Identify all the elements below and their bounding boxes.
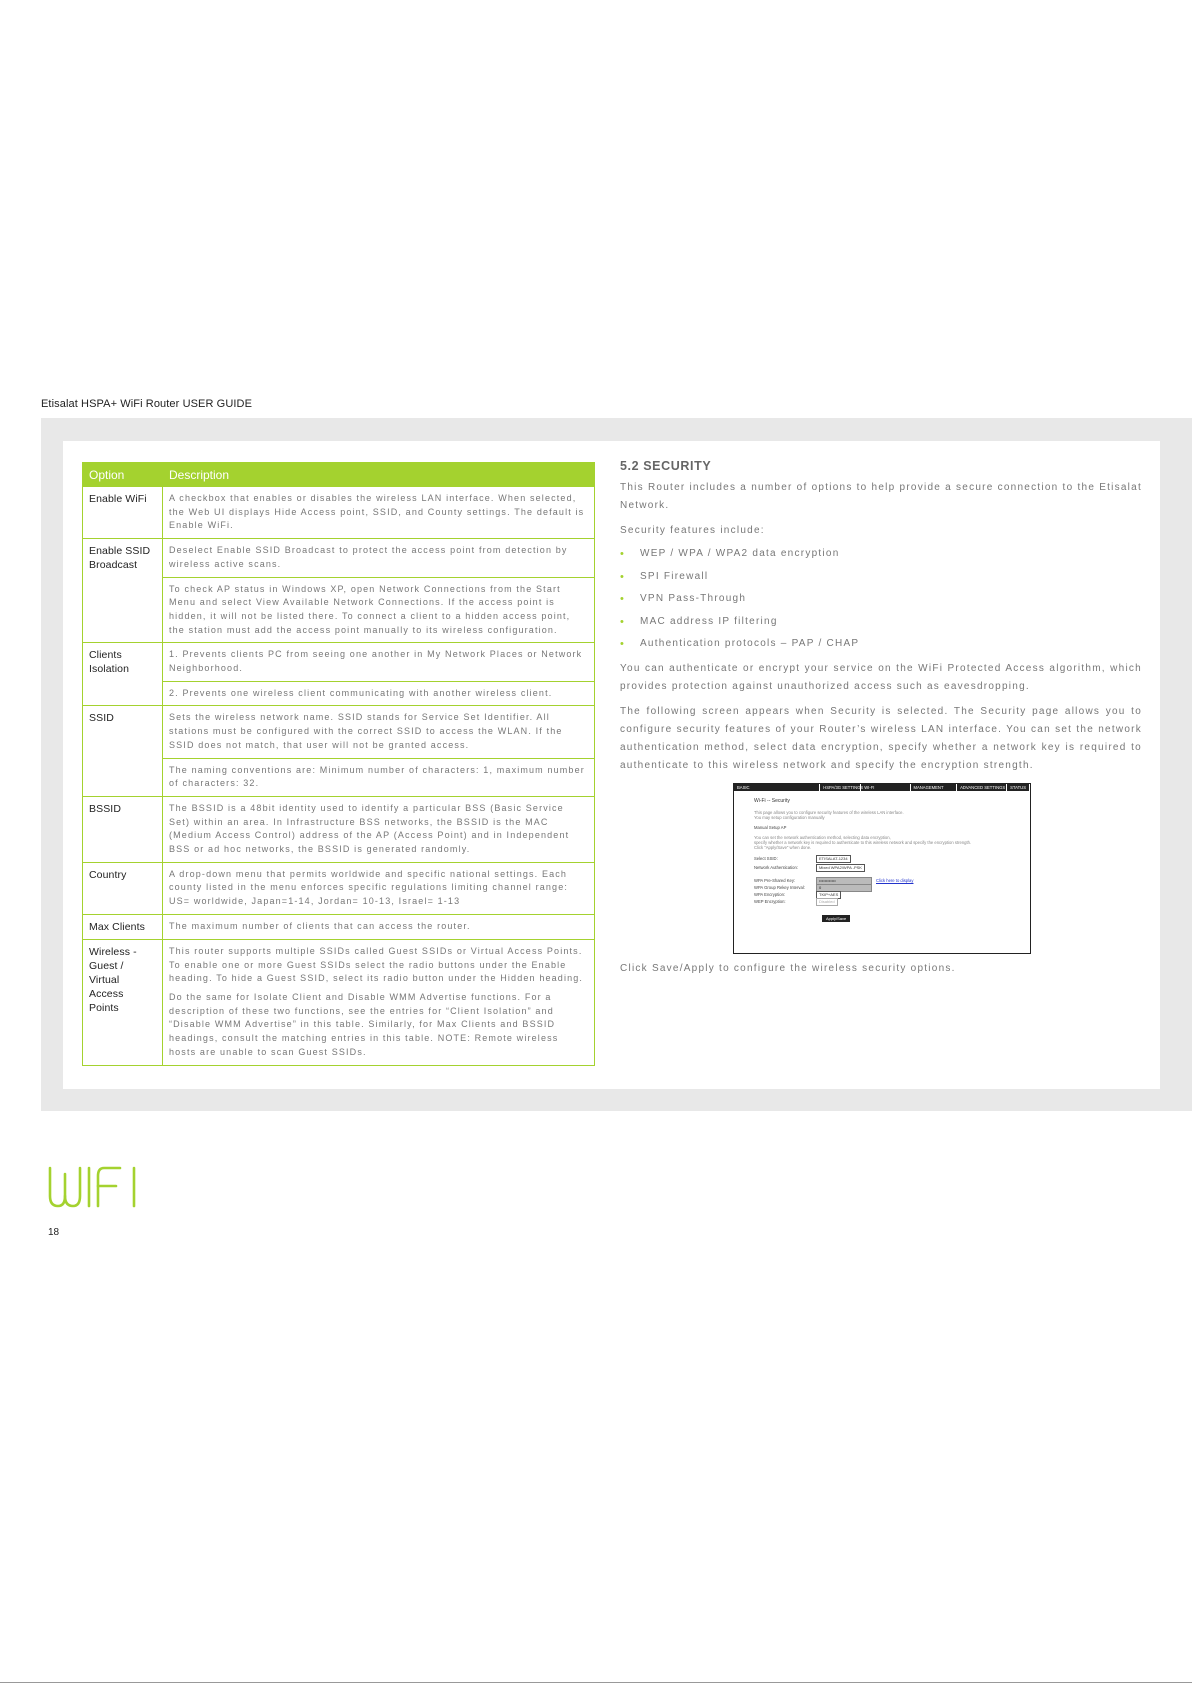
nav-tab-status: STATUS (1007, 784, 1030, 791)
table-row (83, 939, 595, 1065)
screenshot-manual-label: Manual Setup AP (754, 825, 787, 830)
wep-dropdown: Disabled (816, 898, 838, 906)
option-enable-ssid-broadcast: Enable SSID Broadcast (83, 539, 163, 643)
table-row (83, 487, 595, 539)
wifi-logo-graphic (48, 1166, 138, 1210)
option-enable-wifi: Enable WiFi (83, 487, 163, 539)
psk-row (754, 877, 1030, 884)
description-cell: Sets the wireless network name. SSID stands for Service Set Identifier. All stations must be configured with the correct SSID to access the WLAN. If the SSID does not match, that user will not be granted access. (163, 706, 595, 758)
description-cell: The naming conventions are: Minimum number of characters: 1, maximum number of characters: 32. (163, 758, 595, 796)
table-row (83, 539, 595, 577)
screenshot-intro: This page allows you to configure security features of the wireless LAN interface. (754, 810, 904, 815)
security-screenshot (733, 783, 1031, 954)
select-ssid-label: Select SSID: (754, 856, 778, 861)
wep-row (754, 898, 1030, 905)
description-cell: The BSSID is a 48bit identity used to identify a particular BSS (Basic Service Set) within an area. In Infrastructure BSS networks, the BSSID is the MAC (Medium Access Control) address of the AP (Access Point) and in Independent BSS or ad hoc networks, the BSSID is generated randomly. (163, 796, 595, 862)
column-header-option: Option (83, 463, 163, 487)
list-item-text: SPI Firewall (640, 570, 709, 582)
list-item-text: Authentication protocols – PAP / CHAP (640, 638, 860, 649)
table-row (83, 643, 595, 681)
screenshot-intro: You may setup configuration manually (754, 815, 825, 820)
option-max-clients: Max Clients (83, 914, 163, 939)
option-clients-isolation: Clients Isolation (83, 643, 163, 706)
screenshot-note: Click "Apply/Save" when done. (754, 845, 812, 850)
option-country: Country (83, 862, 163, 914)
description-cell: 2. Prevents one wireless client communicating with another wireless client. (163, 681, 595, 706)
option-guest-virtual-access-points: Wireless - Guest / Virtual Access Points (83, 939, 163, 1065)
list-item-text: MAC address IP filtering (640, 615, 778, 627)
list-item (620, 592, 1142, 606)
rekey-label: WPA Group Rekey Interval: (754, 885, 805, 890)
list-item (620, 615, 1142, 629)
auth-dropdown: Mixed WPA2/WPA -PSK (816, 864, 865, 872)
wep-label: WEP Encryption: (754, 899, 786, 904)
description-cell: A drop-down menu that permits worldwide and specific national settings. Each county listed in the menu enforces specific regulations limiting channel range: US= worldwide, Japan=1-14, Jordan= 10-13, Israel= 1-13 (163, 862, 595, 914)
features-list (620, 547, 1142, 651)
rekey-field: 0 (816, 884, 872, 892)
psk-label: WPA Pre-Shared Key: (754, 878, 796, 883)
page-bottom-rule (0, 1682, 1192, 1683)
description-cell: Deselect Enable SSID Broadcast to protect the access point from detection by wireless active scans. (163, 539, 595, 577)
apply-save-button: Apply/Save (822, 915, 850, 922)
list-item-text: VPN Pass-Through (640, 593, 747, 604)
intro-paragraph: This Router includes a number of options to help provide a secure connection to the Etisalat Network. (620, 482, 1142, 511)
description-paragraph: Do the same for Isolate Client and Disable WMM Advertise functions. For a description of these two functions, see the entries for “Client Isolation” and “Disable WMM Advertise” in this table. Similarly, for Max Clients and BSSID headings, consult the matching entries in this table. NOTE: Remote wireless hosts are unable to scan Guest SSIDs. (169, 991, 559, 1057)
description-cell: To check AP status in Windows XP, open Network Connections from the Start Menu and select View Available Network Connections. If the access point is hidden, it will not be listed there. To connect a client to a hidden access point, the station must add the access point manually to its wireless configuration. (163, 577, 595, 643)
select-ssid-row (754, 855, 1030, 862)
bullet-icon: • (620, 638, 626, 650)
bullet-icon: • (620, 548, 626, 560)
wifi-logo (48, 1166, 138, 1220)
encryption-row (754, 891, 1030, 898)
description-cell: The maximum number of clients that can access the router. (163, 914, 595, 939)
select-ssid-dropdown: ETISALAT-1234 (816, 855, 851, 863)
nav-tab-advanced: ADVANCED SETTINGS (957, 784, 1007, 791)
nav-tab-basic: BASIC (734, 784, 820, 791)
nav-tab-wifi: WI-FI (861, 784, 910, 791)
description-cell: A checkbox that enables or disables the wireless LAN interface. When selected, the Web UI displays Hide Access point, SSID, and County settings. The default is Enable WiFi. (163, 487, 595, 539)
table-row (83, 914, 595, 939)
list-item (620, 570, 1142, 584)
screen-description-paragraph: The following screen appears when Security is selected. The Security page allows you to configure security features of your Router’s wireless LAN interface. You can set the network authentication method, select data encryption, specify whether a network key is required to authenticate to this wireless network and specify the encryption strength. (620, 705, 1142, 771)
screenshot-note: You can set the network authentication method, selecting data encryption, (754, 835, 891, 840)
section-heading: 5.2 SECURITY (620, 459, 712, 473)
option-bssid: BSSID (83, 796, 163, 862)
security-section (620, 459, 1142, 782)
table-row (83, 796, 595, 862)
screenshot-nav-bar (734, 784, 1030, 791)
rekey-row (754, 884, 1030, 891)
encryption-label: WPA Encryption: (754, 892, 786, 897)
column-header-description: Description (163, 463, 595, 487)
auth-row (754, 864, 1030, 871)
bullet-icon: • (620, 615, 626, 628)
page-number: 18 (48, 1227, 60, 1238)
psk-field: •••••••••••• (816, 877, 872, 885)
auth-label: Network Authentication: (754, 865, 798, 870)
nav-tab-management: MANAGEMENT (911, 784, 958, 791)
description-paragraph: This router supports multiple SSIDs called Guest SSIDs or Virtual Access Points. To enable one or more Guest SSIDs select the radio buttons under the Enable heading. To hide a Guest SSID, select its radio button under the Hidden heading. (169, 945, 584, 984)
table-header-row (83, 463, 595, 487)
encryption-dropdown: TKIP+AES (816, 891, 841, 899)
display-key-link: Click here to display (876, 878, 914, 883)
table-row (83, 862, 595, 914)
bullet-icon: • (620, 593, 626, 605)
list-item-text: WEP / WPA / WPA2 data encryption (640, 548, 840, 559)
list-item (620, 547, 1142, 561)
option-ssid: SSID (83, 706, 163, 797)
table-row (83, 706, 595, 758)
description-cell: 1. Prevents clients PC from seeing one another in My Network Places or Network Neighborhood. (163, 643, 595, 681)
screenshot-note: specify whether a network key is required to authenticate to this wireless network and specify the encryption strength. (754, 840, 972, 845)
features-label: Security features include: (620, 525, 765, 536)
screenshot-title: Wi-Fi -- Security (754, 798, 790, 804)
description-cell (163, 939, 595, 1065)
bullet-icon: • (620, 570, 626, 583)
authentication-paragraph: You can authenticate or encrypt your service on the WiFi Protected Access algorithm, which provides protection against unauthorized access such as eavesdropping. (620, 662, 1142, 692)
list-item (620, 637, 1142, 651)
nav-tab-hspa: HSPA/3G SETTINGS (820, 784, 861, 791)
page-header-title: Etisalat HSPA+ WiFi Router USER GUIDE (41, 398, 253, 410)
screenshot-body (734, 791, 1030, 922)
options-table (82, 462, 595, 1066)
screenshot-caption: Click Save/Apply to configure the wireless security options. (620, 963, 956, 974)
